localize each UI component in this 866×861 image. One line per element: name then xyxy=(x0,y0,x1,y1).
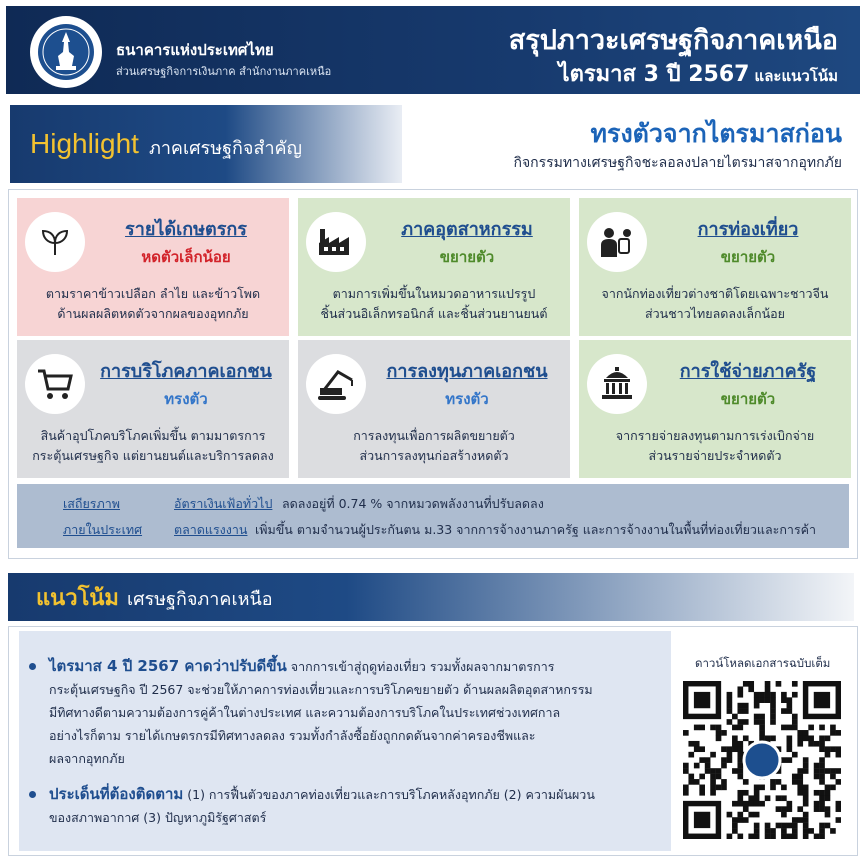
bank-name: ธนาคารแห่งประเทศไทย xyxy=(116,41,274,59)
bullet-dot-icon xyxy=(29,791,36,798)
bullet-line: มีทิศทางดีตามความต้องการคู่ค้าในต่างประเทศ และความต้องการบริโภคในประเทศช่วงเทศกาล xyxy=(49,705,561,720)
outlook-bullet-q4 xyxy=(49,655,655,770)
crane-icon xyxy=(306,354,366,414)
card-farm-income xyxy=(17,198,289,336)
card-status: ขยายตัว xyxy=(439,248,495,266)
page-title: สรุปภาวะเศรษฐกิจภาคเหนือ xyxy=(508,25,838,56)
stability-box xyxy=(17,484,849,548)
tourist-icon xyxy=(587,212,647,272)
card-desc-line: ส่วนชาวไทยลดลงเล็กน้อย xyxy=(645,306,785,321)
outlook-body xyxy=(19,631,671,851)
highlight-word: Highlight xyxy=(30,128,139,159)
period-suffix: และแนวโน้ม xyxy=(754,67,838,85)
card-desc-line: จากรายจ่ายลงทุนตามการเร่งเบิกจ่าย xyxy=(615,428,815,443)
bullet-line xyxy=(49,783,655,806)
card-title: การใช้จ่ายภาครัฐ xyxy=(679,361,817,382)
card-description xyxy=(304,284,564,324)
bullet-text: (1) การฟื้นตัวของภาคท่องเที่ยวและการบริโภคหลังอุทกภัย (2) ความผันผวน xyxy=(187,787,595,802)
stability-label: ภายในประเทศ xyxy=(63,522,143,537)
factory-icon xyxy=(306,212,366,272)
outlook-frame xyxy=(8,626,858,856)
card-status: ขยายตัว xyxy=(720,248,776,266)
bullet-line: ผลจากอุทกภัย xyxy=(49,751,125,766)
card-title: ภาคอุตสาหกรรม xyxy=(401,219,533,240)
bank-emblem-icon xyxy=(36,22,96,82)
page-header xyxy=(6,6,860,94)
card-desc-line: การลงทุนเพื่อการผลิตขยายตัว xyxy=(353,428,515,443)
outlook-bullet-watch xyxy=(49,783,655,829)
card-desc-line: จากนักท่องเที่ยวต่างชาติโดยเฉพาะชาวจีน xyxy=(601,286,829,301)
card-desc-line: ด้านผลผลิตหดตัวจากผลของอุทกภัย xyxy=(57,306,249,321)
card-title: รายได้เกษตรกร xyxy=(125,219,247,240)
card-status: ทรงตัว xyxy=(445,390,489,408)
card-description xyxy=(23,426,283,466)
bullet-line: ของสภาพอากาศ (3) ปัญหาภูมิรัฐศาสตร์ xyxy=(49,810,267,825)
card-desc-line: ส่วนการลงทุนก่อสร้างหดตัว xyxy=(359,448,509,463)
highlight-subheadline: กิจกรรมทางเศรษฐกิจชะลอลงปลายไตรมาสจากอุทกภัย xyxy=(513,155,842,171)
sector-cards-frame xyxy=(8,189,858,559)
period-label: ไตรมาส 3 ปี 2567 xyxy=(558,62,750,87)
report-period xyxy=(559,56,839,91)
labor-text: เพิ่มขึ้น ตามจำนวนผู้ประกันตน ม.33 จากการจ้างงานภาครัฐ และการจ้างงานในพื้นที่ท่องเที่ยวและการค้า xyxy=(255,522,817,537)
card-desc-line: ส่วนรายจ่ายประจำหดตัว xyxy=(648,448,782,463)
outlook-banner xyxy=(8,573,854,621)
card-title: การท่องเที่ยว xyxy=(697,219,799,240)
bank-logo xyxy=(30,16,102,88)
card-description xyxy=(304,426,564,466)
bullet-line xyxy=(49,655,655,678)
highlight-banner xyxy=(10,105,402,183)
shopping-cart-icon xyxy=(25,354,85,414)
card-status: ทรงตัว xyxy=(164,390,208,408)
card-tourism xyxy=(579,198,851,336)
card-description xyxy=(585,426,845,466)
card-private-consumption xyxy=(17,340,289,478)
bullet-dot-icon xyxy=(29,663,36,670)
card-status: หดตัวเล็กน้อย xyxy=(141,248,231,266)
card-desc-line: กระตุ้นเศรษฐกิจ แต่ยานยนต์และบริการลดลง xyxy=(32,448,274,463)
qr-code-icon xyxy=(683,681,841,839)
card-private-investment xyxy=(298,340,570,478)
department-name: ส่วนเศรษฐกิจการเงินภาค สำนักงานภาคเหนือ xyxy=(116,65,332,78)
stability-label: เสถียรภาพ xyxy=(63,496,121,511)
card-industry xyxy=(298,198,570,336)
bullet-line: อย่างไรก็ตาม รายได้เกษตรกรมีทิศทางลดลง รวมทั้งกำลังซื้อยังถูกกดดันจากค่าครองชีพและ xyxy=(49,728,536,743)
highlight-headline: ทรงตัวจากไตรมาสก่อน xyxy=(590,119,842,148)
card-status: ขยายตัว xyxy=(720,390,776,408)
card-government-spending xyxy=(579,340,851,478)
card-desc-line: ชิ้นส่วนอิเล็กทรอนิกส์ และชิ้นส่วนยานยนต์ xyxy=(320,306,548,321)
card-desc-line: สินค้าอุปโภคบริโภคเพิ่มขึ้น ตามมาตรการ xyxy=(40,428,266,443)
plant-icon xyxy=(25,212,85,272)
bullet-lead: ไตรมาส 4 ปี 2567 คาดว่าปรับดีขึ้น xyxy=(49,657,287,675)
inflation-topic: อัตราเงินเฟ้อทั่วไป xyxy=(174,496,273,511)
card-description xyxy=(585,284,845,324)
government-building-icon xyxy=(587,354,647,414)
card-title: การลงทุนภาคเอกชน xyxy=(386,361,548,382)
outlook-word: แนวโน้ม xyxy=(36,585,119,611)
labor-topic: ตลาดแรงงาน xyxy=(174,522,248,537)
bullet-text: จากการเข้าสู่ฤดูท่องเที่ยว รวมทั้งผลจากมาตรการ xyxy=(290,659,555,674)
outlook-sector: เศรษฐกิจภาคเหนือ xyxy=(126,589,273,610)
card-description xyxy=(23,284,283,324)
download-caption: ดาวน์โหลดเอกสารฉบับเต็ม xyxy=(695,656,831,670)
card-title: การบริโภคภาคเอกชน xyxy=(100,361,272,382)
inflation-text: ลดลงอยู่ที่ 0.74 % จากหมวดพลังงานที่ปรับลดลง xyxy=(282,496,544,511)
bullet-lead: ประเด็นที่ต้องติดตาม xyxy=(49,785,184,803)
card-desc-line: ตามราคาข้าวเปลือก ลำไย และข้าวโพด xyxy=(45,286,261,301)
qr-code[interactable] xyxy=(683,681,841,839)
bullet-line: กระตุ้นเศรษฐกิจ ปี 2567 จะช่วยให้ภาคการท่องเที่ยวและการบริโภคขยายตัว ด้านผลผลิตอุตสาหกรรม xyxy=(49,682,593,697)
card-desc-line: ตามการเพิ่มขึ้นในหมวดอาหารแปรรูป xyxy=(332,286,536,301)
highlight-sector: ภาคเศรษฐกิจสำคัญ xyxy=(148,137,302,159)
